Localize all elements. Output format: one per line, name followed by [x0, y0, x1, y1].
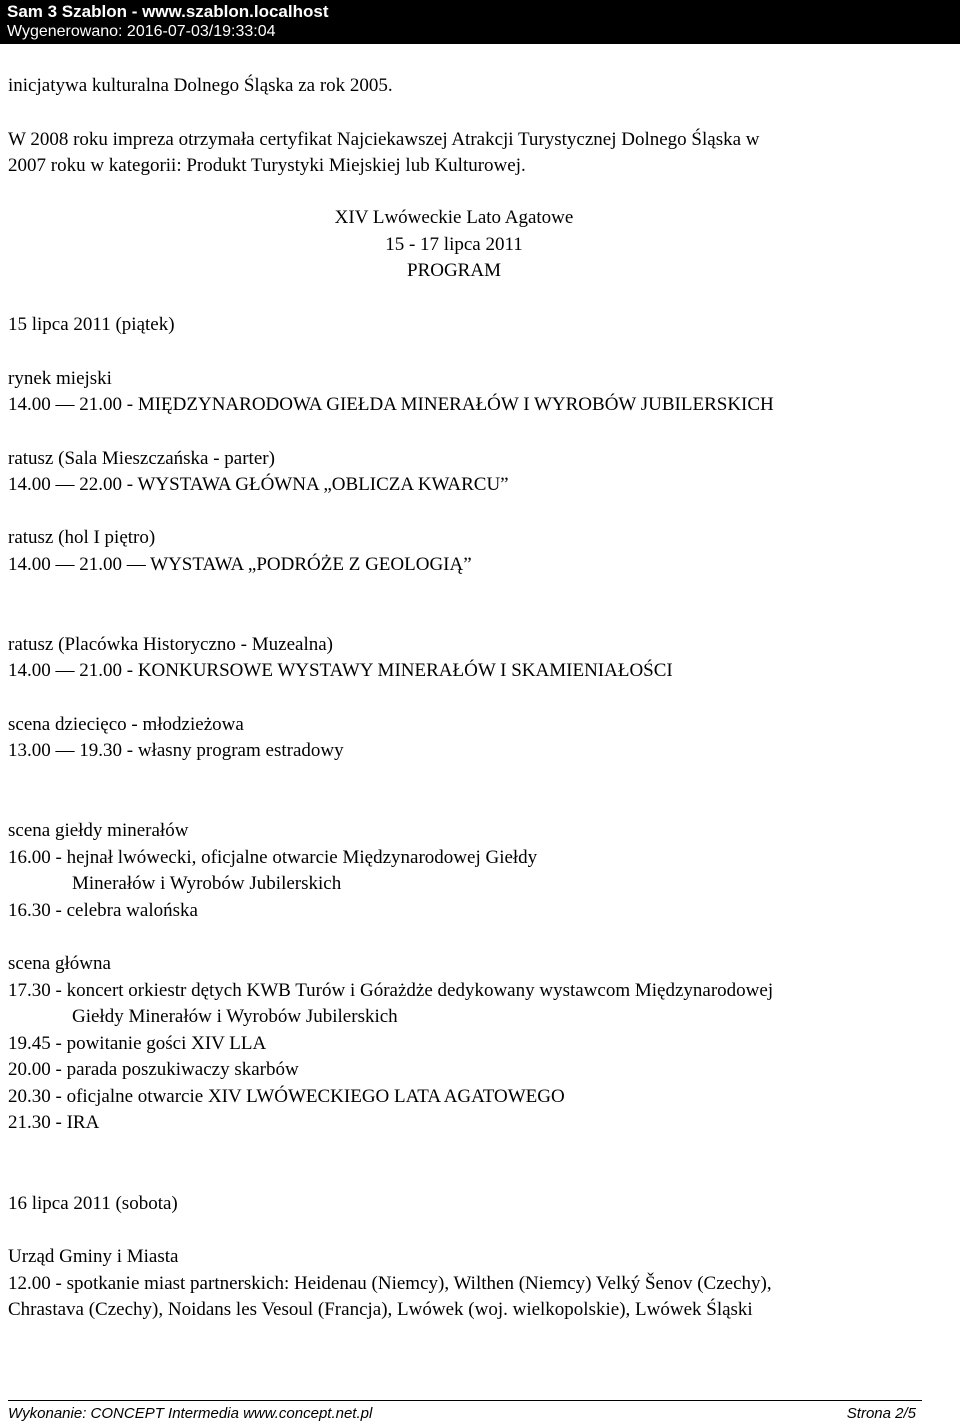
event-dates: 15 - 17 lipca 2011 [385, 234, 523, 255]
venue-name: Urząd Gminy i Miasta [8, 1246, 179, 1267]
site-title: Sam 3 Szablon - www.szablon.localhost [7, 2, 329, 21]
program-item: 21.30 - IRA [8, 1112, 100, 1133]
page-header [0, 0, 960, 44]
program-item: 14.00 — 21.00 - MIĘDZYNARODOWA GIEŁDA MINERAŁÓW I WYROBÓW JUBILERSKICH [8, 394, 774, 415]
program-item-continuation: Minerałów i Wyrobów Jubilerskich [72, 873, 342, 894]
program-item-continuation: Giełdy Minerałów i Wyrobów Jubilerskich [72, 1006, 398, 1027]
intro-line: 2007 roku w kategorii: Produkt Turystyki Miejskiej lub Kulturowej. [8, 155, 526, 176]
intro-line: W 2008 roku impreza otrzymała certyfikat Najciekawszej Atrakcji Turystycznej Dolnego Śląska w [8, 129, 760, 150]
event-title: XIV Lwóweckie Lato Agatowe [334, 207, 574, 228]
venue-name: ratusz (hol I piętro) [8, 527, 156, 548]
program-item: 17.30 - koncert orkiestr dętych KWB Turów i Górażdże dedykowany wystawcom Międzynarodowej [8, 980, 774, 1001]
venue-name: scena główna [8, 953, 111, 974]
generated-timestamp: Wygenerowano: 2016-07-03/19:33:04 [7, 23, 276, 40]
program-item: 13.00 — 19.30 - własny program estradowy [8, 740, 344, 761]
program-item: 14.00 — 21.00 — WYSTAWA „PODRÓŻE Z GEOLOGIĄ” [8, 554, 472, 575]
program-heading: PROGRAM [407, 260, 501, 281]
program-item: 19.45 - powitanie gości XIV LLA [8, 1033, 267, 1054]
venue-name: scena dziecięco - młodzieżowa [8, 714, 244, 735]
program-item: 20.30 - oficjalne otwarcie XIV LWÓWECKIEGO LATA AGATOWEGO [8, 1086, 565, 1107]
venue-name: ratusz (Placówka Historyczno - Muzealna) [8, 634, 333, 655]
program-item: 14.00 — 22.00 - WYSTAWA GŁÓWNA „OBLICZA KWARCU” [8, 474, 509, 495]
footer-divider [8, 1400, 922, 1401]
program-item: 20.00 - parada poszukiwaczy skarbów [8, 1059, 299, 1080]
day-heading: 15 lipca 2011 (piątek) [8, 314, 175, 335]
venue-name: ratusz (Sala Mieszczańska - parter) [8, 448, 275, 469]
program-item: 12.00 - spotkanie miast partnerskich: Heidenau (Niemcy), Wilthen (Niemcy) Velký Šenov (Czechy), [8, 1273, 772, 1294]
program-item: Chrastava (Czechy), Noidans les Vesoul (Francja), Lwówek (woj. wielkopolskie), Lwówek Śląski [8, 1299, 753, 1320]
venue-name: scena giełdy minerałów [8, 820, 189, 841]
intro-line: inicjatywa kulturalna Dolnego Śląska za rok 2005. [8, 75, 393, 96]
page-number: Strona 2/5 [846, 1405, 916, 1422]
day-heading: 16 lipca 2011 (sobota) [8, 1193, 178, 1214]
venue-name: rynek miejski [8, 368, 112, 389]
program-item: 14.00 — 21.00 - KONKURSOWE WYSTAWY MINERAŁÓW I SKAMIENIAŁOŚCI [8, 660, 673, 681]
footer-credit: Wykonanie: CONCEPT Intermedia www.concept.net.pl [8, 1405, 373, 1422]
program-item: 16.00 - hejnał lwówecki, oficjalne otwarcie Międzynarodowej Giełdy [8, 847, 538, 868]
program-item: 16.30 - celebra walońska [8, 900, 198, 921]
